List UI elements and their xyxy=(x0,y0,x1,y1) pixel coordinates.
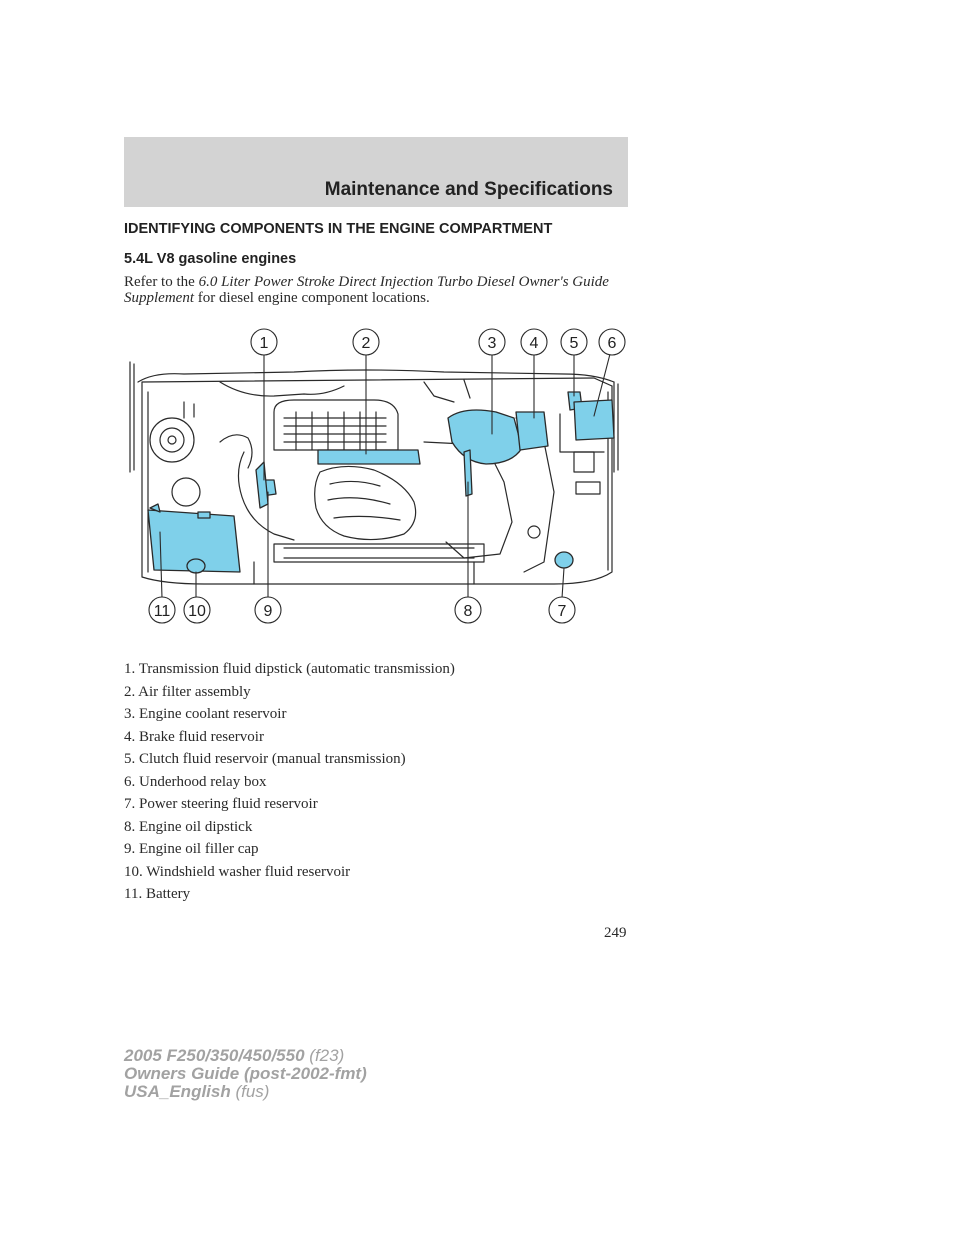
air-filter-assembly-highlight xyxy=(318,450,420,464)
callout-label-1: 1 xyxy=(259,335,269,352)
brake-fluid-reservoir-highlight xyxy=(516,412,548,450)
legend-item: 8. Engine oil dipstick xyxy=(124,818,253,835)
footer-locale: USA_English xyxy=(124,1082,231,1101)
legend-item: 3. Engine coolant reservoir xyxy=(124,706,287,722)
footer-line-model xyxy=(124,1047,367,1065)
transmission-dipstick-highlight xyxy=(256,462,268,508)
supplement-reference: 6.0 Liter Power Stroke Direct Injection Turbo Diesel Owner's Guide Supplement xyxy=(124,274,609,306)
footer-line-guide xyxy=(124,1065,367,1083)
callout-label-11: 11 xyxy=(153,603,171,620)
intro-text-before: Refer to the xyxy=(124,274,199,290)
footer-model: 2005 F250/350/450/550 xyxy=(124,1046,305,1065)
footer-model-code: (f23) xyxy=(304,1046,345,1065)
footer-guide: Owners Guide (post-2002-fmt) xyxy=(124,1064,367,1083)
engine-subheading: 5.4L V8 gasoline engines xyxy=(124,251,297,267)
callout-label-4: 4 xyxy=(529,335,539,352)
callout-labels xyxy=(154,335,617,620)
footer-locale-code: (fus) xyxy=(230,1082,270,1101)
section-title: Maintenance and Specifications xyxy=(324,179,613,200)
callout-label-10: 10 xyxy=(188,603,206,620)
section-header-band xyxy=(124,137,628,207)
power-steering-reservoir-highlight xyxy=(555,552,573,568)
callout-label-6: 6 xyxy=(607,335,617,352)
callout-label-2: 2 xyxy=(361,335,371,352)
component-legend xyxy=(124,659,455,907)
page-heading: IDENTIFYING COMPONENTS IN THE ENGINE COMPARTMENT xyxy=(124,221,553,237)
legend-item: 1. Transmission fluid dipstick (automatic transmission) xyxy=(124,661,455,677)
callout-label-8: 8 xyxy=(463,603,473,620)
intro-paragraph xyxy=(124,274,624,306)
legend-item: 5. Clutch fluid reservoir (manual transmission) xyxy=(124,751,406,767)
underhood-relay-box-highlight xyxy=(574,400,614,440)
intro-text-after: for diesel engine component locations. xyxy=(193,290,430,306)
highlighted-components xyxy=(148,392,614,573)
legend-item: 6. Underhood relay box xyxy=(124,773,267,790)
footer-line-locale xyxy=(124,1083,367,1101)
washer-fluid-cap-highlight xyxy=(187,559,205,573)
legend-item: 9. Engine oil filler cap xyxy=(124,841,259,857)
callout-label-9: 9 xyxy=(263,603,273,620)
document-footer xyxy=(124,1047,367,1101)
page-number: 249 xyxy=(604,925,627,941)
coolant-reservoir-highlight xyxy=(448,410,522,464)
legend-item: 2. Air filter assembly xyxy=(124,683,251,700)
callout-label-7: 7 xyxy=(557,603,567,620)
legend-item: 10. Windshield washer fluid reservoir xyxy=(124,863,351,880)
engine-diagram-svg xyxy=(124,322,628,632)
callout-label-3: 3 xyxy=(487,335,497,352)
legend-item: 7. Power steering fluid reservoir xyxy=(124,796,318,812)
legend-item: 11. Battery xyxy=(124,886,191,902)
callout-markers-bottom xyxy=(149,597,575,623)
legend-item: 4. Brake fluid reservoir xyxy=(124,728,264,745)
engine-compartment-diagram xyxy=(124,322,628,632)
callout-label-5: 5 xyxy=(569,335,579,352)
